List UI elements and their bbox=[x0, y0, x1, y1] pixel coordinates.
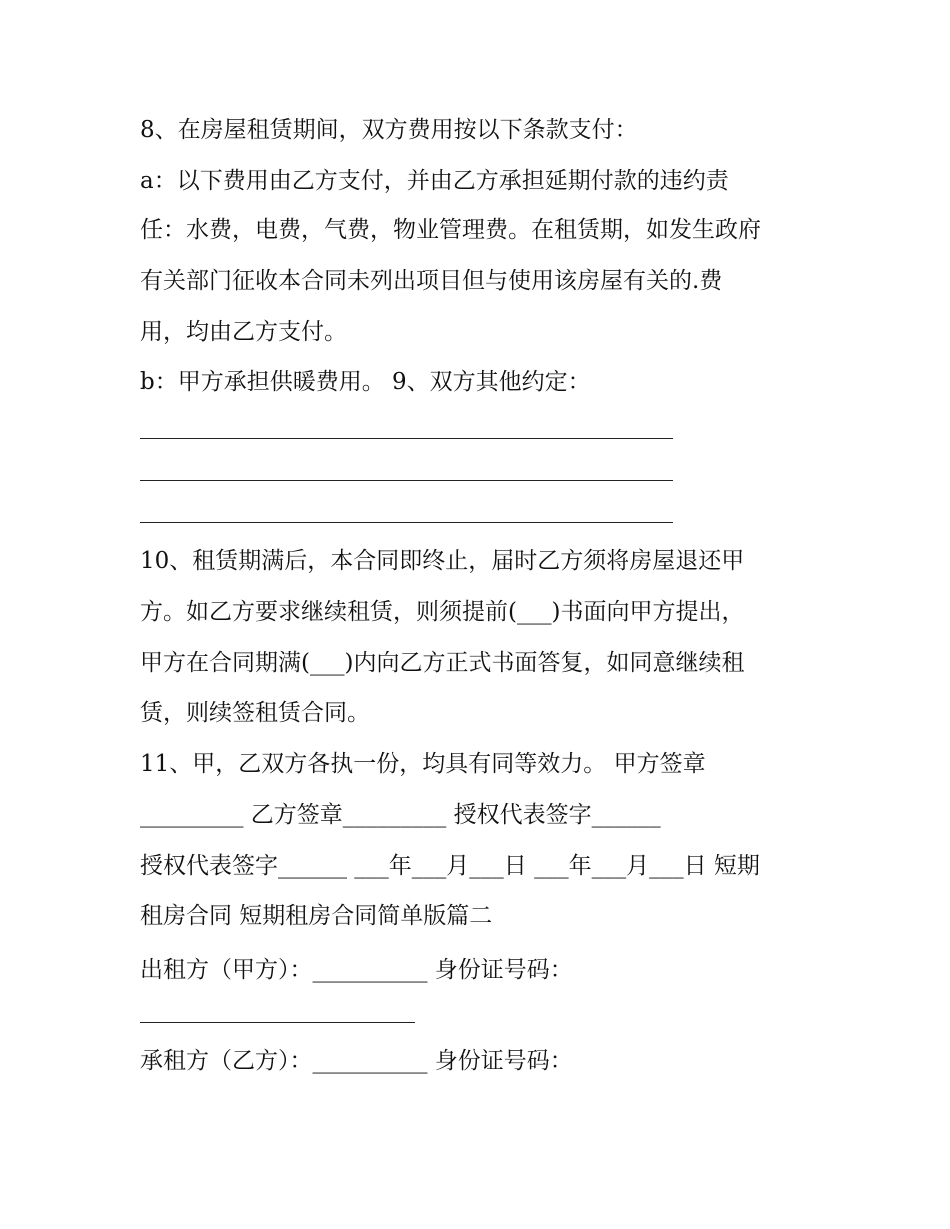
lessee-line: 承租方（乙方）：__________ 身份证号码： bbox=[140, 1048, 573, 1074]
blank-fill-line bbox=[140, 438, 673, 439]
signature-date-line: 授权代表签字______ ___年___月___日 ___年___月___日 短期 bbox=[140, 853, 760, 879]
clause-10-line-1: 10、租赁期满后，本合同即终止，届时乙方须将房屋退还甲 bbox=[140, 548, 745, 574]
blank-fill-line bbox=[140, 480, 673, 481]
clause-10-line-2: 方。如乙方要求继续租赁，则须提前(___)书面向甲方提出， bbox=[140, 599, 745, 625]
blank-fill-line bbox=[140, 522, 673, 523]
clause-8-heading: 8、在房屋租赁期间，双方费用按以下条款支付： bbox=[140, 117, 638, 143]
clause-8a-line-4: 用，均由乙方支付。 bbox=[140, 319, 347, 345]
clause-8b-and-9: b：甲方承担供暖费用。 9、双方其他约定： bbox=[140, 369, 591, 395]
lessor-line: 出租方（甲方）：__________ 身份证号码： bbox=[140, 957, 573, 983]
clause-8a-line-1: a：以下费用由乙方支付，并由乙方承担延期付款的违约责 bbox=[140, 168, 729, 194]
clause-10-line-3: 甲方在合同期满(___)内向乙方正式书面答复，如同意继续租 bbox=[140, 650, 745, 676]
clause-10-line-4: 赁，则续签租赁合同。 bbox=[140, 700, 370, 726]
clause-11-line-1: 11、甲，乙双方各执一份，均具有同等效力。 甲方签章 bbox=[140, 751, 706, 777]
signature-line-1: _________ 乙方签章_________ 授权代表签字______ bbox=[140, 802, 661, 828]
clause-8a-line-3: 有关部门征收本合同未列出项目但与使用该房屋有关的.费 bbox=[140, 268, 723, 294]
contract-title-line: 租房合同 短期租房合同简单版篇二 bbox=[140, 903, 493, 929]
clause-8a-line-2: 任：水费，电费，气费，物业管理费。在租赁期，如发生政府 bbox=[140, 217, 761, 243]
id-number-blank-line bbox=[140, 1022, 415, 1023]
